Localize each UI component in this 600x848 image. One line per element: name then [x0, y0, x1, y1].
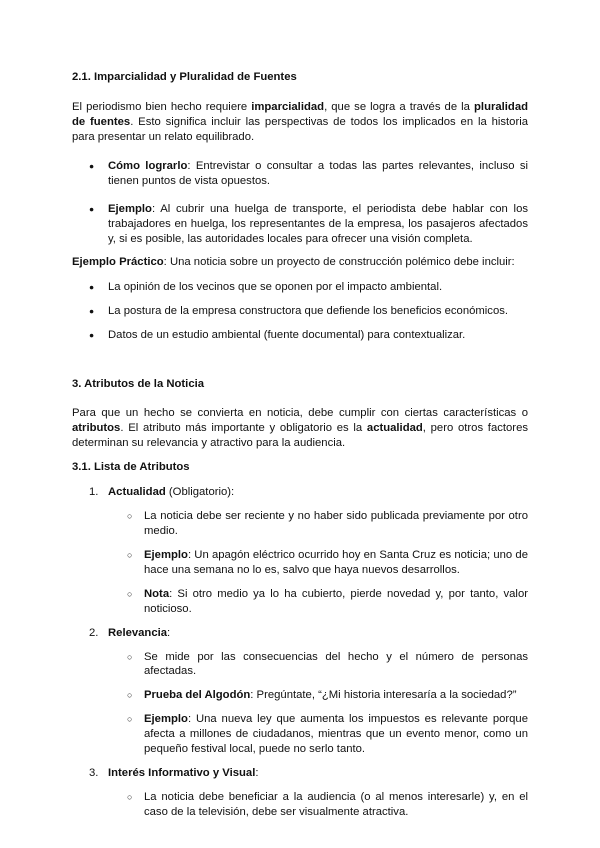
sub-item: ○ Ejemplo: Una nueva ley que aumenta los impuestos es relevante porque afecta a millones de ciudadanos, mientras que un evento menor, como un pequeño festival local, puede no serlo tanto.: [72, 712, 528, 757]
attribute-relevancia: 2. Relevancia:: [89, 626, 171, 639]
sub-item: ○ La noticia debe beneficiar a la audiencia (o al menos interesarle) y, en el caso de la televisión, debe ser visualmente atractiva.: [72, 790, 528, 820]
attribute-interes: 3. Interés Informativo y Visual:: [89, 767, 259, 779]
bullet-ejemplo: ● Ejemplo: Al cubrir una huelga de transporte, el periodista debe hablar con los trabajadores en huelga, los representantes de la empresa, los pasajeros afectados y, si es posible, las autoridades locales para ofrecer una visión completa.: [72, 202, 528, 247]
sub-item: ○ Prueba del Algodón: Pregúntate, “¿Mi historia interesaría a la sociedad?”: [72, 688, 528, 703]
sub-item: ○ Se mide por las consecuencias del hecho y el número de personas afectadas.: [72, 650, 528, 680]
section-2-1-heading: 2.1. Imparcialidad y Pluralidad de Fuentes: [72, 71, 297, 83]
list-item: ● Datos de un estudio ambiental (fuente documental) para contextualizar.: [72, 328, 528, 343]
ejemplo-practico-list: [72, 280, 528, 343]
sub-item: ○ Nota: Si otro medio ya lo ha cubierto, pierde novedad y, por tanto, valor noticioso.: [72, 587, 528, 617]
list-item: ● La opinión de los vecinos que se oponen por el impacto ambiental.: [72, 280, 528, 295]
attribute-list: [72, 485, 528, 819]
section-2-1-bullets: [72, 159, 528, 248]
attribute-actualidad: 1. Actualidad (Obligatorio):: [89, 486, 235, 499]
ejemplo-practico: Ejemplo Práctico: Una noticia sobre un proyecto de construcción polémico debe incluir:: [72, 256, 515, 269]
section-3-intro: Para que un hecho se convierta en noticia, debe cumplir con ciertas características o atributos. El atributo más importante y obligatorio es la actualidad, pero otros factores determinan su relevancia y atractivo para la audiencia.: [72, 406, 528, 449]
section-2-1-intro: El periodismo bien hecho requiere imparcialidad, que se logra a través de la pluralidad de fuentes. Esto significa incluir las perspectivas de todos los implicados en la historia para presentar un relato equilibrado.: [72, 100, 529, 143]
sub-item: ○ Ejemplo: Un apagón eléctrico ocurrido hoy en Santa Cruz es noticia; uno de hace una semana no lo es, salvo que haya nuevos desarrollos.: [72, 548, 528, 578]
section-3-1-heading: 3.1. Lista de Atributos: [72, 461, 190, 474]
list-item: ● La postura de la empresa constructora que defiende los beneficios económicos.: [72, 304, 528, 319]
sub-item: ○ La noticia debe ser reciente y no haber sido publicada previamente por otro medio.: [72, 509, 528, 539]
bullet-como-lograrlo: ● Cómo lograrlo: Entrevistar o consultar a todas las partes relevantes, incluso si tienen puntos de vista opuestos.: [72, 159, 528, 189]
section-3-heading: 3. Atributos de la Noticia: [72, 377, 205, 390]
